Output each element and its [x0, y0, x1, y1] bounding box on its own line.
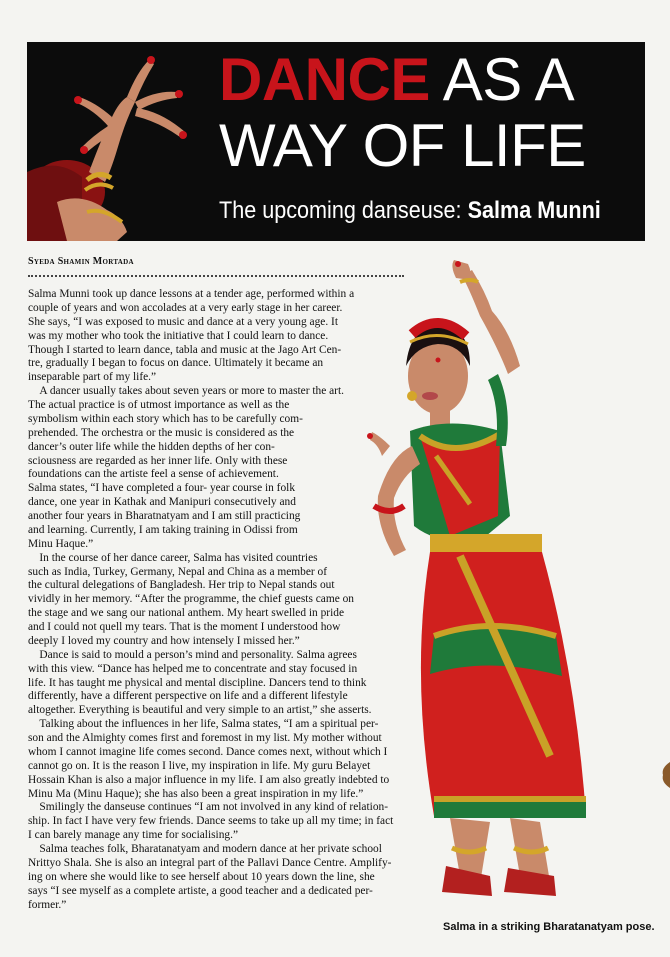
article-line: former.”	[28, 898, 67, 911]
article-line: She says, “I was exposed to music and dance at a very young age. It	[28, 315, 338, 328]
page-edge-mark	[661, 762, 670, 788]
article-line: dancer’s outer life while the hidden depths of her con-	[28, 440, 275, 453]
dancer-photo	[350, 256, 610, 916]
article-line: I can barely manage any time for socialising.”	[28, 829, 239, 842]
dancer-hands-photo	[27, 42, 217, 241]
article-line: tre, gradually I began to focus on dance. Ultimately it became an	[28, 357, 324, 370]
article-line: inseparable part of my life.”	[28, 371, 157, 384]
article-line: Though I started to learn dance, tabla and music at the Jago Art Cen-	[28, 343, 342, 356]
article-line: and learning. Currently, I am taking training in Odissi from	[28, 523, 298, 536]
article-line: vividly in her memory. “After the programme, the chief guests came on	[28, 593, 355, 606]
article-line: Minu Ma (Minu Haque); she has also been a great inspiration in my life.”	[28, 787, 364, 800]
article-line: cannot go on. It is the reason I live, my inspiration in life. My guru Belayet	[28, 759, 371, 772]
article-line: Smilingly the danseuse continues “I am not involved in any kind of relation-	[28, 801, 389, 814]
subtitle	[219, 197, 601, 225]
article-line: Salma teaches folk, Bharatanatyam and modern dance at her private school	[28, 843, 382, 855]
article-line: another four years in Bharatnatyam and I am still practicing	[28, 510, 301, 522]
article-line: deeply I loved my country and how intensely I missed her.”	[28, 634, 300, 647]
article-line: with this view. “Dance has helped me to concentrate and stay focused in	[28, 662, 358, 675]
article-line: ing on where she would like to see herself about 10 years down the line, she	[28, 870, 375, 883]
title-banner	[27, 42, 645, 241]
article-line: the stage and we sang our national anthem. My heart swelled in pride	[28, 607, 344, 620]
subtitle-name: Salma Munni	[467, 197, 601, 224]
article-line: ship. In fact I have very few friends. Dance seems to take up all my time; in fact	[28, 815, 394, 828]
title-line-2: WAY OF LIFE	[219, 112, 586, 179]
article-line: differently, have a different perspective on life and a different lifestyle	[28, 690, 348, 703]
title-word-as-a: AS A	[442, 46, 575, 113]
article-line: The actual practice is of utmost importance as well as the	[28, 399, 290, 411]
article-line: prehended. The orchestra or the music is considered as the	[28, 426, 295, 439]
article-line: whom I cannot imagine life comes second. Dance comes next, without which I	[28, 745, 388, 758]
article-line: altogether. Everything is beautiful and very simple to an artist,” she asserts.	[28, 704, 372, 717]
article-line: sciousness are regarded as her inner life. Only with these	[28, 454, 288, 467]
article-line: life. It has taught me physical and mental discipline. Dancers tend to think	[28, 676, 367, 689]
article-line: was my mother who took the initiative that I could learn to dance.	[28, 329, 329, 342]
title-word-dance: DANCE	[219, 46, 430, 113]
headline	[219, 46, 639, 179]
article-line: and I could not quell my tears. That is the moment I understood how	[28, 621, 341, 633]
article-line: says “I see myself as a complete artiste, a good teacher and a dedicated per-	[28, 884, 373, 897]
article-line: Dance is said to mould a person’s mind and personality. Salma agrees	[28, 648, 357, 661]
article-line: Talking about the influences in her life, Salma states, “I am a spiritual per-	[28, 718, 379, 731]
article-line: couple of years and won accolades at a very early stage in her career.	[28, 301, 343, 314]
article-line: son and the Almighty comes first and foremost in my list. My mother without	[28, 732, 382, 744]
article-line: Salma Munni took up dance lessons at a tender age, performed within a	[28, 288, 355, 300]
article-line: dance, one year in Kathak and Manipuri consecutively and	[28, 496, 296, 509]
article-line: Salma states, “I have completed a four- year course in folk	[28, 482, 296, 495]
article-line: A dancer usually takes about seven years or more to master the art.	[28, 385, 344, 398]
subtitle-prefix: The upcoming danseuse:	[219, 197, 462, 224]
article-line: Nrittyo Shala. She is also an integral part of the Pallavi Dance Centre. Amplify-	[28, 856, 392, 869]
author-byline: Syeda Shamin Mortada	[28, 256, 134, 267]
article-line: symbolism within each story which has to be carefully com-	[28, 412, 303, 425]
article-line: Minu Haque.”	[28, 537, 94, 550]
article-line: foundations can the artiste feel a sense of achievement.	[28, 468, 279, 481]
article-line: the cultural delegations of Bangladesh. Her trip to Nepal stands out	[28, 579, 335, 592]
article-body	[28, 288, 393, 912]
article-line: such as India, Turkey, Germany, Nepal and China as a member of	[28, 565, 328, 578]
article-line: In the course of her dance career, Salma has visited countries	[28, 551, 318, 564]
dotted-divider	[28, 275, 404, 277]
article-line: Hossain Khan is also a major influence in my life. I am also greatly indebted to	[28, 773, 390, 786]
photo-caption: Salma in a striking Bharatanatyam pose.	[443, 921, 655, 933]
